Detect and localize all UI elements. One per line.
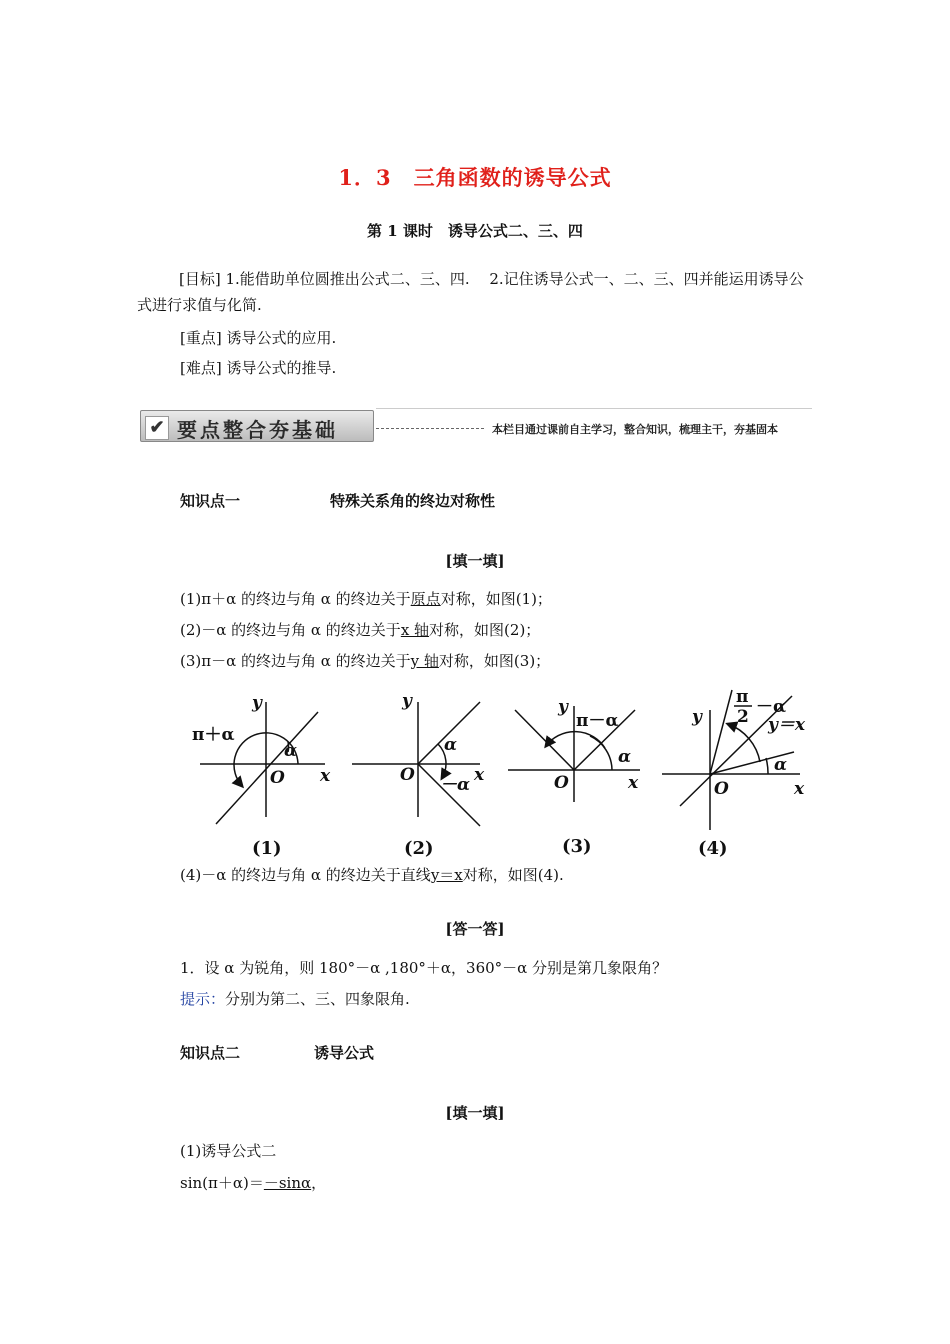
y-label: y [692, 707, 702, 727]
origin-label: O [400, 765, 415, 785]
item-text: (4)－α 的终边与角 α 的终边关于直线 [180, 866, 431, 884]
key-point [180, 325, 336, 351]
alpha-arc [590, 736, 612, 770]
hint [180, 988, 410, 1009]
angle-label: －α [756, 697, 787, 717]
fraction-bottom: 2 [737, 707, 749, 727]
difficulty-point [180, 355, 336, 381]
formula-text: ， [311, 1174, 327, 1192]
reflected-side [710, 690, 732, 774]
item-text: 对称，如图(2)； [429, 621, 541, 639]
symmetry-item [180, 864, 564, 885]
section-banner [140, 408, 812, 442]
alpha-arc [766, 758, 768, 774]
banner-dashed-line [376, 428, 484, 429]
qa-label: [答一答] [445, 920, 505, 938]
section2-topic: 诱导公式 [314, 1044, 375, 1062]
difficulty-text: 诱导公式的推导. [226, 359, 337, 377]
question-text: 1．设 α 为锐角，则 180°－α ,180°＋α，360°－α 分别是第几象限角？ [180, 959, 668, 977]
symmetry-figures [180, 682, 820, 862]
formula-title: (1)诱导公式二 [180, 1142, 277, 1160]
banner-label: 要点整合夯基础 [177, 418, 338, 442]
item-text: 对称，如图(3)； [438, 652, 551, 670]
formula-text: sin(π＋α)＝ [180, 1174, 264, 1192]
x-label: x [320, 766, 331, 786]
banner-box [140, 410, 374, 442]
figure-caption: (1) [252, 838, 282, 859]
alpha-label: α [618, 747, 632, 767]
item-answer: y 轴 [410, 652, 439, 670]
formula-answer: －sinα [263, 1174, 312, 1192]
section1-fill-label: [填一填] [445, 552, 505, 570]
symmetry-item [180, 588, 552, 609]
origin-label: O [554, 773, 569, 793]
angle-label: －α [440, 775, 471, 795]
origin-label: O [714, 779, 729, 799]
formula-line [180, 1172, 326, 1193]
goal-paragraph [137, 266, 815, 318]
y-label: y [402, 691, 412, 711]
alpha-label: α [774, 755, 788, 775]
origin-label: O [270, 768, 285, 788]
goal-text: 1.能借助单位圆推出公式二、三、四. 2.记住诱导公式一、二、三、四并能运用诱导公式进行求值与化简. [137, 270, 804, 314]
item-text: (1)π＋α 的终边与角 α 的终边关于 [180, 590, 411, 608]
x-label: x [628, 773, 639, 793]
hint-text: 分别为第二、三、四象限角. [225, 990, 410, 1008]
item-answer: x 轴 [400, 621, 430, 639]
section2-fill-label: [填一填] [445, 1104, 505, 1122]
figure-caption: (2) [404, 838, 434, 859]
fraction-top: π [736, 687, 749, 707]
y-label: y [558, 697, 568, 717]
item-text: (2)－α 的终边与角 α 的终边关于 [180, 621, 401, 639]
alpha-label: α [284, 741, 298, 761]
section1-topic: 特殊关系角的终边对称性 [330, 492, 496, 510]
section2-heading: 知识点二 [180, 1044, 241, 1062]
item-answer: y＝x [430, 866, 463, 884]
item-text: (3)π－α 的终边与角 α 的终边关于 [180, 652, 411, 670]
item-answer: 原点 [410, 590, 441, 608]
figure-caption: (4) [698, 838, 728, 859]
angle-label: π＋α [192, 725, 235, 745]
hint-label: 提示： [180, 990, 226, 1008]
reflected-side [515, 710, 574, 770]
line-label: y＝x [768, 715, 806, 735]
symmetry-item [180, 650, 550, 671]
figure-caption: (3) [562, 836, 592, 857]
banner-rule [376, 408, 812, 409]
x-label: x [474, 765, 485, 785]
item-text: 对称，如图(1)； [440, 590, 552, 608]
banner-note: 本栏目通过课前自主学习，整合知识，梳理主干，夯基固本 [492, 423, 778, 436]
angle-label: π－α [576, 711, 619, 731]
key-text: 诱导公式的应用. [226, 329, 337, 347]
goal-label: [目标] [179, 270, 221, 288]
alpha-label: α [444, 735, 458, 755]
symmetry-item [180, 619, 540, 640]
item-text: 对称，如图(4). [462, 866, 564, 884]
x-label: x [794, 779, 805, 799]
page-title: 1．3 三角函数的诱导公式 [338, 165, 612, 190]
key-label: [重点] [180, 329, 222, 347]
lesson-subtitle: 第 1 课时 诱导公式二、三、四 [367, 222, 583, 240]
difficulty-label: [难点] [180, 359, 222, 377]
check-icon: ✔ [145, 416, 169, 440]
y-label: y [252, 693, 262, 713]
reflected-side [418, 764, 480, 826]
section1-heading: 知识点一 [180, 492, 241, 510]
